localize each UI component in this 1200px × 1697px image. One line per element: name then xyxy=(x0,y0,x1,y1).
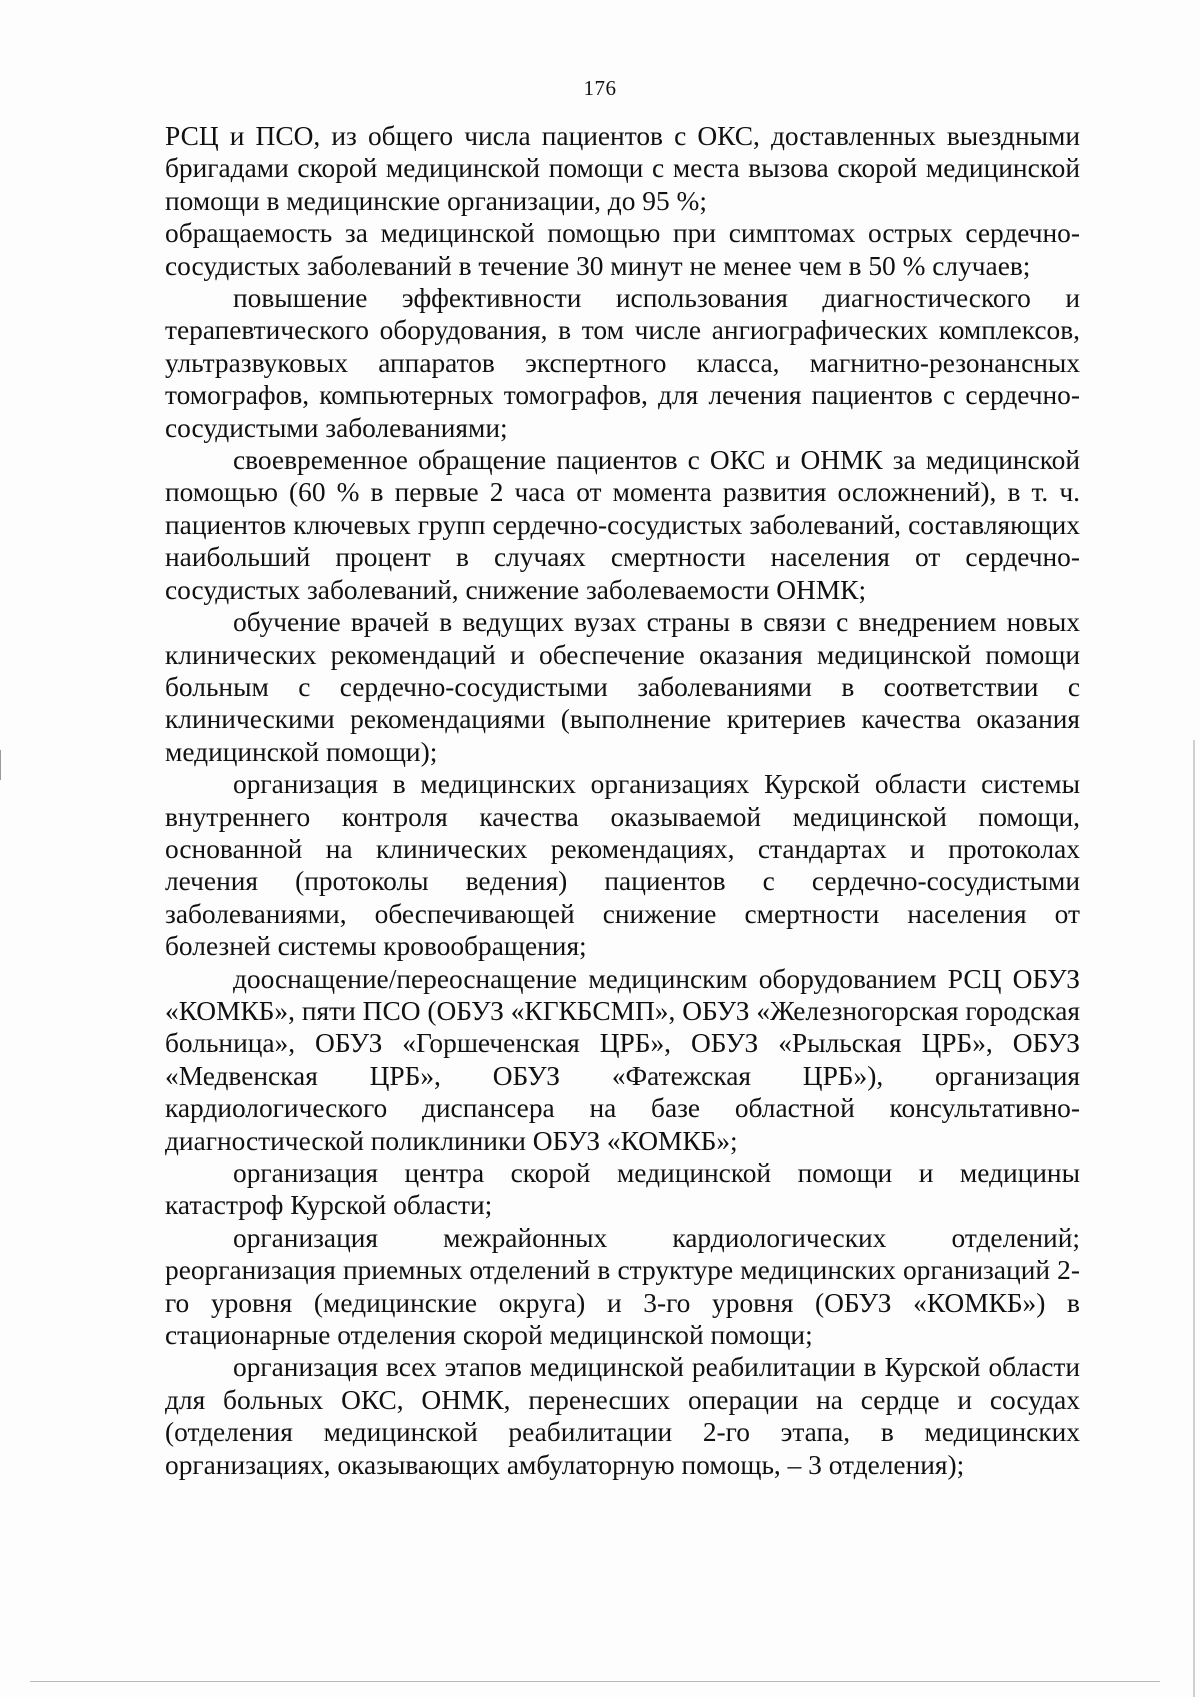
paragraph-equipment-upgrade: дооснащение/переоснащение медицинским оборудованием РСЦ ОБУЗ «КОМКБ», пяти ПСО (ОБУЗ «КГКБСМП», ОБУЗ «Железногорская городская больница», ОБУЗ «Горшеченская ЦРБ», ОБУЗ «Рыльская ЦРБ», ОБУЗ «Медвенская ЦРБ», ОБУЗ «Фатежская ЦРБ»), организация кардиологического диспансера на базе областной консультативно-диагностической поликлиники ОБУЗ «КОМКБ»; xyxy=(165,963,1080,1156)
scan-edge-left-mark xyxy=(0,750,1,780)
paragraph-appeal-rate: обращаемость за медицинской помощью при симптомах острых сердечно-сосудистых заболеваний в течение 30 минут не менее чем в 50 % случаев; xyxy=(165,218,1080,281)
paragraph-equipment-efficiency: повышение эффективности использования диагностического и терапевтического оборудования, в том числе ангиографических комплексов, ультразвуковых аппаратов экспертного класса, магнитно-резонансных томографов, компьютерных томографов, для лечения пациентов с сердечно-сосудистыми заболеваниями; xyxy=(165,283,1080,443)
paragraph-quality-control: организация в медицинских организациях Курской области системы внутреннего контроля качества оказываемой медицинской помощи, основанной на клинических рекомендациях, стандартах и протоколах лечения (протоколы ведения) пациентов с сердечно-сосудистыми заболеваниями, обеспечивающей снижение смертности населения от болезней системы кровообращения; xyxy=(165,769,1080,962)
page-number: 176 xyxy=(583,76,617,100)
paragraph-doctor-training: обучение врачей в ведущих вузах страны в связи с внедрением новых клинических рекомендаций и обеспечение оказания медицинской помощи больным с сердечно-сосудистыми заболеваниями в соответствии с клиническими рекомендациями (выполнение критериев качества оказания медицинской помощи); xyxy=(165,607,1080,767)
paragraph-rehabilitation: организация всех этапов медицинской реабилитации в Курской области для больных ОКС, ОНМК, перенесших операции на сердце и сосудах (отделения медицинской реабилитации 2-го этапа, в медицинских организациях, оказывающих амбулаторную помощь, – 3 отделения); xyxy=(165,1352,1080,1480)
paragraph-rsc-pso: РСЦ и ПСО, из общего числа пациентов с ОКС, доставленных выездными бригадами скорой медицинской помощи с места вызова скорой медицинской помощи в медицинские организации, до 95 %; xyxy=(165,121,1080,216)
document-body xyxy=(165,120,1080,1481)
paragraph-emergency-center: организация центра скорой медицинской помощи и медицины катастроф Курской области; xyxy=(165,1158,1080,1221)
paragraph-timely-appeal: своевременное обращение пациентов с ОКС и ОНМК за медицинской помощью (60 % в первые 2 часа от момента развития осложнений), в т. ч. пациентов ключевых групп сердечно-сосудистых заболеваний, составляющих наибольший процент в случаях смертности населения от сердечно-сосудистых заболеваний, снижение заболеваемости ОНМК; xyxy=(165,445,1080,605)
scan-edge-bottom xyxy=(30,1681,1160,1682)
scan-edge-right xyxy=(1193,740,1195,1697)
paragraph-interdistrict-departments: организация межрайонных кардиологических отделений; реорганизация приемных отделений в структуре медицинских организаций 2-го уровня (медицинские округа) и 3-го уровня (ОБУЗ «КОМКБ») в стационарные отделения скорой медицинской помощи; xyxy=(165,1222,1080,1351)
